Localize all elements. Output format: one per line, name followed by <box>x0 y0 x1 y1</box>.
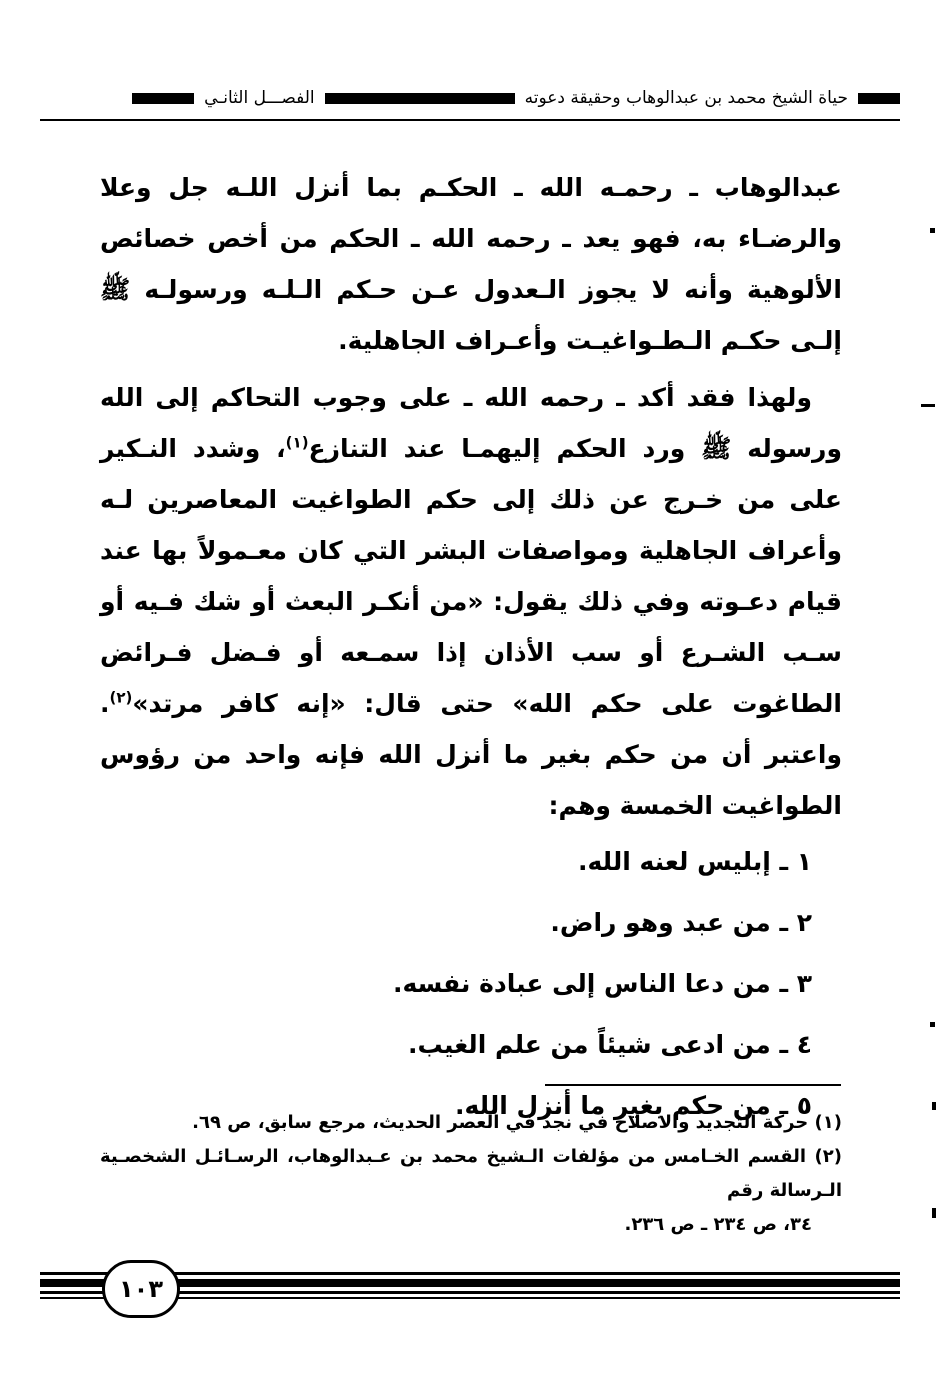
header-book-title: حياة الشيخ محمد بن عبدالوهاب وحقيقة دعوته <box>524 88 848 108</box>
paragraph-2 <box>100 372 842 831</box>
list-item: ٥ ـ من حكم بغير ما أنزل الله. <box>454 1091 812 1120</box>
header-bar-right <box>858 93 900 104</box>
taghut-list <box>100 831 842 1136</box>
header-bar-middle <box>325 93 515 104</box>
footnote-separator <box>545 1084 841 1086</box>
scan-mark <box>921 404 935 407</box>
running-header <box>40 78 900 118</box>
footnote-ref-1[interactable]: (١) <box>285 433 309 452</box>
header-chapter: الفصـــل الثانـي <box>204 88 315 108</box>
footnote-ref-2[interactable]: (٢) <box>109 688 133 707</box>
list-item: ٤ ـ من ادعى شيئاً من علم الغيب. <box>408 1030 812 1059</box>
paragraph-2-part-a: ولهذا فقد أكد ـ رحمه الله ـ على وجوب التحاكم إلى الله ورسوله ﷺ ورد الحكم إليهمـا عند التنازع <box>100 383 842 463</box>
scan-mark <box>932 1208 936 1218</box>
page-body <box>100 162 842 1136</box>
header-rule <box>40 119 900 121</box>
footnote-1: (١) حركة التجديد والاصلاح في نجد في العصر الحديث، مرجع سابق، ص ٦٩. <box>192 1112 842 1133</box>
paragraph-2-part-b: ، وشدد النـكير على من خـرج عن ذلك إلى حكم الطواغيت المعاصرين لـه وأعراف الجاهلية ومواصفات البشر التي كان معـمولاً بها عند قيام دعـوته وفي ذلك يقول: «من أنكـر البعث أو شك فـيه أو سـب الشـرع أو سب الأذان إذا سمـعه أو فـضل فـرائض الطاغوت على حكم الله» حتى قال: «إنه كافر مرتد» <box>100 434 842 718</box>
footnote-2-line-2: ٣٤، ص ٢٣٤ ـ ص ٢٣٦. <box>624 1214 812 1235</box>
header-bar-left <box>132 93 194 104</box>
scan-mark <box>932 1102 936 1110</box>
scan-mark <box>930 1022 935 1027</box>
list-item: ٢ ـ من عبد وهو راض. <box>550 908 812 937</box>
footnotes <box>100 1106 842 1242</box>
page-number: ١٠٣ <box>102 1260 180 1318</box>
paragraph-2-part-c: . واعتبر أن من حكم بغير ما أنزل الله فإنه واحد من رؤوس الطواغيت الخمسة وهم: <box>100 689 842 820</box>
list-item: ١ ـ إبليس لعنه الله. <box>577 847 812 876</box>
list-item: ٣ ـ من دعا الناس إلى عبادة نفسه. <box>392 969 812 998</box>
scan-mark <box>930 228 935 233</box>
paragraph-1: عبدالوهاب ـ رحمـه الله ـ الحكـم بما أنزل اللـه جل وعلا والرضـاء به، فهو يعد ـ رحمه الله ـ الحكم من أخص خصائص الألوهية وأنه لا يجوز الـعدول عـن حـكم الـلـه ورسولـه ﷺ إلـى حكـم الـطـواغيـت وأعـراف الجاهلية. <box>100 173 842 355</box>
footnote-2-line-1: (٢) القسم الخـامس من مؤلفات الـشيخ محمد بن عـبدالوهاب، الرسـائـل الشخصـية الـرسالة رقم <box>100 1146 842 1201</box>
